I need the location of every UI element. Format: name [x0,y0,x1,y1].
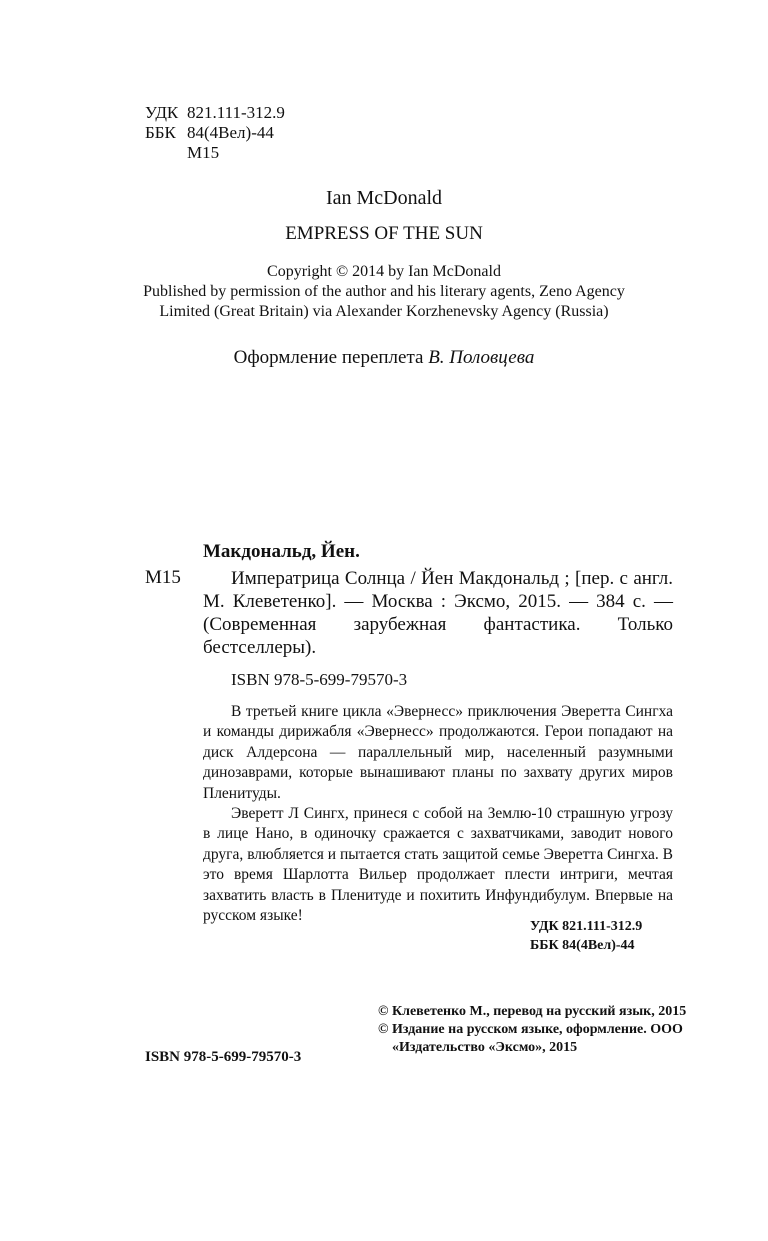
bbk-label: ББК [145,123,176,142]
cover-design-credit [0,347,768,369]
annotation-paragraph: Эверетт Л Сингх, принеся с собой на Землю-10 страшную угрозу в лице Нано, в одиночку сражается с захватчиками, заводит нового друга, влюбляется и пытается стать защитой семье Эверетта Сингха. В это время Шарлотта Вильер продолжает плести интриги, мечтая захватить власть в Пленитуде и похитить Инфундибулум. Впервые на русском языке! [203,805,673,925]
annotation [203,702,673,926]
bbk-row [145,123,285,143]
author-mark: М15 [187,143,220,162]
author-mark-row [145,143,285,163]
catalog-isbn: ISBN 978-5-699-79570-3 [231,670,408,689]
bbk-code: ББК 84(4Вел)-44 [530,938,635,953]
udk-code: УДК 821.111-312.9 [530,919,643,934]
classification-block [145,103,285,163]
copyright-block [0,262,768,322]
catalog-mark: М15 [145,567,181,588]
original-title: EMPRESS OF THE SUN [285,223,483,244]
rights-line: © Клеветенко М., перевод на русский язык, 2015 [378,1004,687,1019]
rights-block [378,1003,698,1057]
udk-row [145,103,285,123]
copyright-line: Limited (Great Britain) via Alexander Korzhenevsky Agency (Russia) [159,303,609,320]
cover-design-text: Оформление переплета [233,347,429,368]
bbk-value: 84(4Вел)-44 [187,123,274,142]
footer-isbn: ISBN 978-5-699-79570-3 [145,1049,302,1065]
annotation-paragraph: В третьей книге цикла «Эвернесс» приключения Эверетта Сингха и команды дирижабля «Эвернесс» продолжаются. Герои попадают на диск Алдерсона — параллельный мир, населенный разумными динозаврами, которые вынашивают планы по захвату других миров Пленитуды. [203,703,673,802]
rights-line: © Издание на русском языке, оформление. ООО «Издательство «Эксмо», 2015 [378,1022,683,1055]
cover-designer: В. Половцева [428,347,535,368]
udk-label: УДК [145,103,179,122]
bibliographic-description: Императрица Солнца / Йен Макдональд ; [пер. с англ. М. Клеветенко]. — Москва : Эксмо, 2015. — 384 с. — (Современная зарубежная фантастика. Только бестселлеры). [203,568,673,658]
catalog-author-heading: Макдональд, Йен. [203,541,360,562]
classification-codes [530,917,642,955]
copyright-line: Published by permission of the author and his literary agents, Zeno Agency [143,283,625,300]
copyright-line: Copyright © 2014 by Ian McDonald [267,263,501,280]
udk-value: 821.111-312.9 [187,103,285,122]
original-author: Ian McDonald [325,187,443,209]
